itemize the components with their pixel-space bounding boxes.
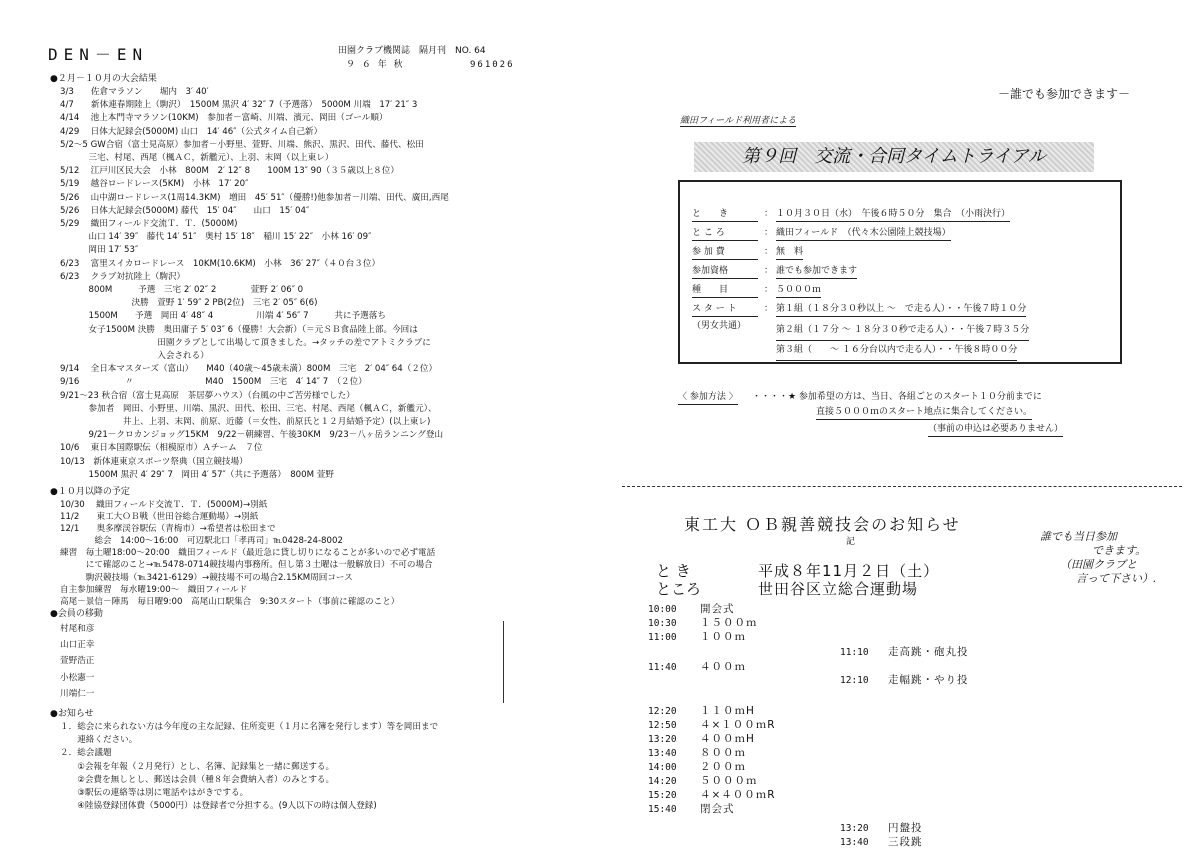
members-line: 萱野浩正 [60, 656, 95, 667]
method-line-2: 直接５０００ｍのスタート地点に集合してください。 [816, 407, 1032, 420]
schedule-time: 13:20 [648, 734, 677, 745]
plans-line: 高尾－景信－陣馬 毎日曜9:00 高尾山口駅集合 9:30スタート（事前に確認のこと） [60, 596, 400, 607]
schedule-event: １１０ｍH [700, 705, 755, 717]
schedule-row [648, 790, 848, 804]
results-line: 5/19 越谷ロードレース(5KM) 小林 17′ 20″ [60, 179, 249, 190]
results-line: 5/29 織田フィールド交流Ｔ．Ｔ．(5000M) [60, 219, 238, 230]
schedule-time: 10:00 [648, 604, 677, 615]
plans-line: 練習 毎土曜18:00～20:00 織田フィールド（最近急に貸し切りになることが多いので必ず電話 [60, 548, 436, 559]
schedule-event: １５００ｍ [700, 617, 758, 629]
schedule-event: 円盤投 [888, 822, 923, 834]
results-line: 10/6 東日本国際駅伝（相模原市）Ａチーム ７位 [60, 443, 263, 454]
results-line: 800M 予選 三宅 2′ 02″ 2 萱野 2′ 06″ 0 [60, 285, 304, 296]
schedule-time: 15:40 [648, 804, 677, 815]
notices-line: ③駅伝の連絡等は別に電話やはがきでする。 [60, 788, 249, 799]
results-line: 5/26 山中湖ロードレース(1周14.3KM) 増田 45′ 51″（優勝!)他参加者－川端、田代、廣田,西尾 [60, 192, 449, 203]
info-label: 参加資格 [692, 266, 758, 279]
info-label: と き [692, 209, 758, 222]
colon: ： [764, 228, 774, 238]
when-value: 平成８年11月２日（土） [758, 562, 940, 580]
results-line: 9/21－クロカンジョッグ15KM 9/22－朝練習、午後30KM 9/23－八ヶ岳ランニング登山 [60, 430, 444, 441]
results-line: 参加者 岡田、小野里、川端、黒沢、田代、松田、三宅、村尾、西尾（楓ＡＣ，新艦元）、 [60, 403, 437, 414]
plans-line: 10/30 織田フィールド交流Ｔ．Ｔ．(5000M)→別紙 [60, 500, 268, 510]
schedule-row [648, 734, 848, 748]
anyone-can-join: －誰でも参加できます－ [998, 87, 1131, 101]
results-line: 4/7 新体連春期陸上（駒沢） 1500M 黒沢 4′ 32″ 7（予選落） 5000M 川端 17′ 21″ 3 [60, 100, 418, 111]
schedule-event: 三段跳 [888, 836, 923, 848]
plans-line: にて確認のこと→℡5478-0714競技場内事務所。但し第３土曜は一般解放日）不可の場合 [60, 560, 433, 571]
publication-line: 田園クラブ機関誌 隔月刊 NO. 64 [338, 46, 486, 56]
results-line: 三宅、村尾、西尾（楓ＡＣ，新艦元）、上羽、末岡（以上東レ） [60, 153, 334, 164]
schedule-event: ４×１００ｍR [700, 719, 776, 731]
issue-season: ９ ６ 年 秋 [346, 60, 405, 70]
event-info-box [678, 180, 1122, 364]
hand-note-4: 言って下さい）. [1076, 572, 1157, 585]
plans-list [60, 499, 435, 608]
where-label: ところ [656, 580, 702, 598]
results-line: 井上、上羽、末岡、前原、近藤（＝女性、前原氏と１２月結婚予定）(以上東レ) [60, 417, 431, 428]
ki-mark: 記 [846, 537, 856, 547]
info-value: ５０００ｍ [776, 285, 821, 298]
results-line: 3/3 佐倉マラソン 堀内 3′ 40′ [60, 87, 209, 97]
members-line: 小松憲一 [60, 672, 95, 683]
info-row [692, 244, 1112, 263]
schedule-row [840, 837, 1040, 851]
schedule-time: 13:20 [840, 823, 869, 834]
plans-line: 駒沢競技場（℡3421-6129）→競技場不可の場合2.15KM周回コース [60, 572, 353, 583]
schedule-row [648, 776, 848, 790]
notices-line: ①会報を年報（２月発行）とし、名簿、記録集と一緒に郵送する。 [60, 761, 335, 772]
when-label: と き [656, 562, 691, 580]
colon: ： [764, 285, 774, 295]
results-line: 9/14 全日本マスターズ（富山） M40（40歳～45歳未満）800M 三宅 2′ 04″ 64（２位） [60, 364, 438, 375]
section-divider [622, 486, 1182, 487]
schedule-event: ８００ｍ [700, 747, 746, 759]
results-line: 1500M 黒沢 4′ 29″ 7 岡田 4′ 57″（共に予選落） 800M 萱野 [60, 469, 334, 480]
results-line: 女子1500M 決勝 奥田庸子 5′ 03″ 6（優勝！大会新）（＝元ＳＢ食品陸上部。今回は [60, 324, 418, 335]
info-label: と こ ろ [692, 228, 758, 241]
members-list [60, 621, 94, 702]
event-title: 第９回 交流・合同タイムトライアル [742, 146, 1046, 167]
schedule-time: 13:40 [840, 837, 869, 848]
results-line: 6/23 クラブ対抗陸上（駒沢） [60, 271, 186, 282]
notices-heading: ●お知らせ [50, 709, 94, 719]
start-group-row: 第２組（１７分 ～ １８分３０秒で走る人）・・午後７時３５分 [776, 321, 1029, 341]
hand-note-2: できます。 [1092, 544, 1147, 557]
info-value: 織田フィールド （代々木公園陸上競技場） [776, 228, 951, 241]
notices-line: １．総会に来られない方は今年度の主な記録、住所変更（１月に名簿を発行します）等を岡田まで [60, 722, 439, 732]
members-line: 川端仁一 [60, 688, 95, 699]
plans-line: 自主参加練習 毎水曜19:00～ 織田フィールド [60, 584, 248, 595]
issue-date: 961026 [470, 60, 515, 70]
notices-line: 連絡ください。 [60, 735, 138, 746]
schedule-time: 15:20 [648, 790, 677, 801]
schedule-row [840, 647, 1040, 675]
results-line: 9/21～23 秋合宿（富士見高原 茶居夢ハウス）（台風の中ご苦労様でした） [60, 390, 355, 401]
results-line: 入会される） [60, 351, 209, 362]
notices-line: ２．総会議題 [60, 748, 112, 759]
start-sub-label: （男女共通） [692, 321, 747, 331]
info-row [692, 206, 1112, 225]
notices-list [60, 721, 438, 813]
schedule-row [648, 804, 848, 818]
schedule-row [648, 706, 848, 720]
members-line: 山口正幸 [60, 640, 95, 651]
schedule-row [648, 720, 848, 734]
method-line-1: ・・・・★ 参加希望の方は、当日、各組ごとのスタート１０分前までに [752, 392, 1042, 402]
info-row [692, 282, 1112, 301]
results-heading: ●２月－１０月の大会結果 [50, 74, 157, 84]
colon: ： [764, 209, 774, 219]
info-row [692, 263, 1112, 282]
results-line: 4/29 日体大記録会(5000M) 山口 14′ 46″（公式タイム自己新） [60, 126, 323, 137]
newsletter-title: DEN－EN [48, 45, 149, 64]
results-line: 5/2～5 GW合宿（富士見高原）参加者－小野里、萱野、川端、熊沢、黒沢、田代、藤代、松田 [60, 139, 424, 150]
schedule-row [648, 662, 848, 706]
schedule-time: 11:00 [648, 632, 677, 643]
schedule-event: 走高跳・砲丸投 [888, 646, 969, 658]
schedule-time: 13:40 [648, 748, 677, 759]
notices-line: ②会費を無しとし、郵送は会員（種８年会費納入者）のみとする。 [60, 774, 335, 785]
results-line: 5/26 日体大記録会(5000M) 藤代 15′ 04″ 山口 15′ 04″ [60, 205, 310, 216]
schedule-event: ４×４００ｍR [700, 789, 776, 801]
schedule-event: ４００ｍH [700, 733, 755, 745]
results-line: 9/16 〃 M40 1500M 三宅 4′ 14″ 7 （２位） [60, 377, 367, 388]
members-line: 村尾和彦 [60, 624, 95, 634]
schedule-event: ４００ｍ [700, 661, 746, 673]
schedule-time: 12:50 [648, 720, 677, 731]
results-line: 山口 14′ 39″ 藤代 14′ 51″ 奥村 15′ 18″ 稲川 15′ 22″ 小林 16′ 09″ [60, 232, 372, 243]
info-label: ス タ ー ト [692, 304, 758, 317]
schedule-event: 開会式 [700, 603, 735, 615]
schedule-time: 10:30 [648, 618, 677, 629]
info-value: 誰でも参加できます [776, 266, 857, 279]
schedule-row [648, 762, 848, 776]
plans-line: 12/1 奥多摩渓谷駅伝（青梅市）→希望者は松田まで [60, 524, 276, 535]
schedule-event: １００ｍ [700, 631, 746, 643]
colon: ： [764, 247, 774, 257]
schedule-time: 12:10 [840, 675, 869, 686]
info-value: 第１組（１８分３０秒以上 ～ で走る人）・・午後７時１０分 [776, 304, 1026, 317]
schedule-time: 12:20 [648, 706, 677, 717]
start-group-row: 第３組（ ～ １６分台以内で走る人）・・午後８時００分 [776, 341, 1017, 361]
schedule-time: 14:20 [648, 776, 677, 787]
organizer-line: 織田フィールド利用者による [680, 113, 796, 127]
info-label: 種 目 [692, 285, 758, 298]
results-line: 田園クラブとして出場して頂きました。→タッチの差でアトミクラブに [60, 337, 431, 348]
schedule-event: 走幅跳・やり投 [888, 674, 969, 686]
schedule-row [648, 748, 848, 762]
schedule-event: ２００ｍ [700, 761, 746, 773]
event-banner [694, 142, 1094, 172]
method-label: 〈 参加方法 〉 [678, 392, 738, 405]
plans-line: 総会 14:00～16:00 可辺駅北口「孝再司」℡0428-24-8002 [60, 536, 343, 547]
schedule-event: 閉会式 [700, 803, 735, 815]
schedule-row [648, 632, 848, 662]
schedule-event: ５０００ｍ [700, 775, 758, 787]
schedule-field [840, 647, 1040, 851]
hand-note-3: （田園クラブと [1060, 558, 1137, 571]
plans-heading: ●１０月以降の予定 [50, 487, 130, 497]
notices-line: ④陸協登録団体費（5000円）は登録者で分担する。(9人以下の時は個人登録) [60, 801, 377, 812]
schedule-row [840, 823, 1040, 837]
schedule-time: 11:10 [840, 647, 869, 658]
results-line: 6/23 富里スイカロードレース 10KM(10.6KM) 小林 36′ 27″（４０台３位） [60, 258, 381, 269]
schedule-row [648, 618, 848, 632]
schedule-time: 14:00 [648, 762, 677, 773]
schedule-track [648, 604, 848, 818]
info-label: 参 加 費 [692, 247, 758, 260]
results-line: 10/13 新体連東京スポーツ祭典（国立競技場） [60, 456, 248, 467]
colon: ： [764, 266, 774, 276]
plans-line: 11/2 東工大ＯＢ戦（世田谷総合運動場）→別紙 [60, 512, 259, 523]
results-line: 岡田 17′ 53″ [60, 245, 139, 256]
method-line-3: （事前の申込は必要ありません） [928, 424, 1063, 437]
ob-meet-title: 東工大 ＯＢ親善競技会のお知らせ [684, 515, 961, 534]
results-line: 1500M 予選 岡田 4′ 48″ 4 川端 4′ 56″ 7 共に予選落ち [60, 311, 386, 322]
results-line: 4/14 池上本門寺マラソン(10KM) 参加者－富崎、川端、濱元、岡田（ゴール順） [60, 113, 388, 124]
schedule-row [840, 675, 1040, 823]
members-heading: ●会員の移動 [50, 609, 103, 619]
hand-note-1: 誰でも当日参加 [1040, 530, 1117, 543]
members-divider [503, 621, 504, 703]
handwritten-note [1040, 530, 1157, 586]
schedule-time: 11:40 [648, 662, 677, 673]
results-line: 決勝 萱野 1′ 59″ 2 PB(2位) 三宅 2′ 05″ 6(6) [60, 298, 318, 309]
results-line: 5/12 江戸川区民大会 小林 800M 2′ 12″ 8 100M 13″ 90（３５歳以上８位） [60, 166, 399, 177]
info-value: １０月３０日（水） 午後６時５０分 集合 （小雨決行） [776, 209, 1010, 222]
schedule-row [648, 604, 848, 618]
info-row [692, 225, 1112, 244]
info-value: 無 料 [776, 247, 803, 260]
info-row [692, 301, 1112, 320]
where-value: 世田谷区立総合運動場 [758, 580, 919, 598]
results-list [60, 86, 449, 482]
colon: ： [764, 304, 774, 314]
